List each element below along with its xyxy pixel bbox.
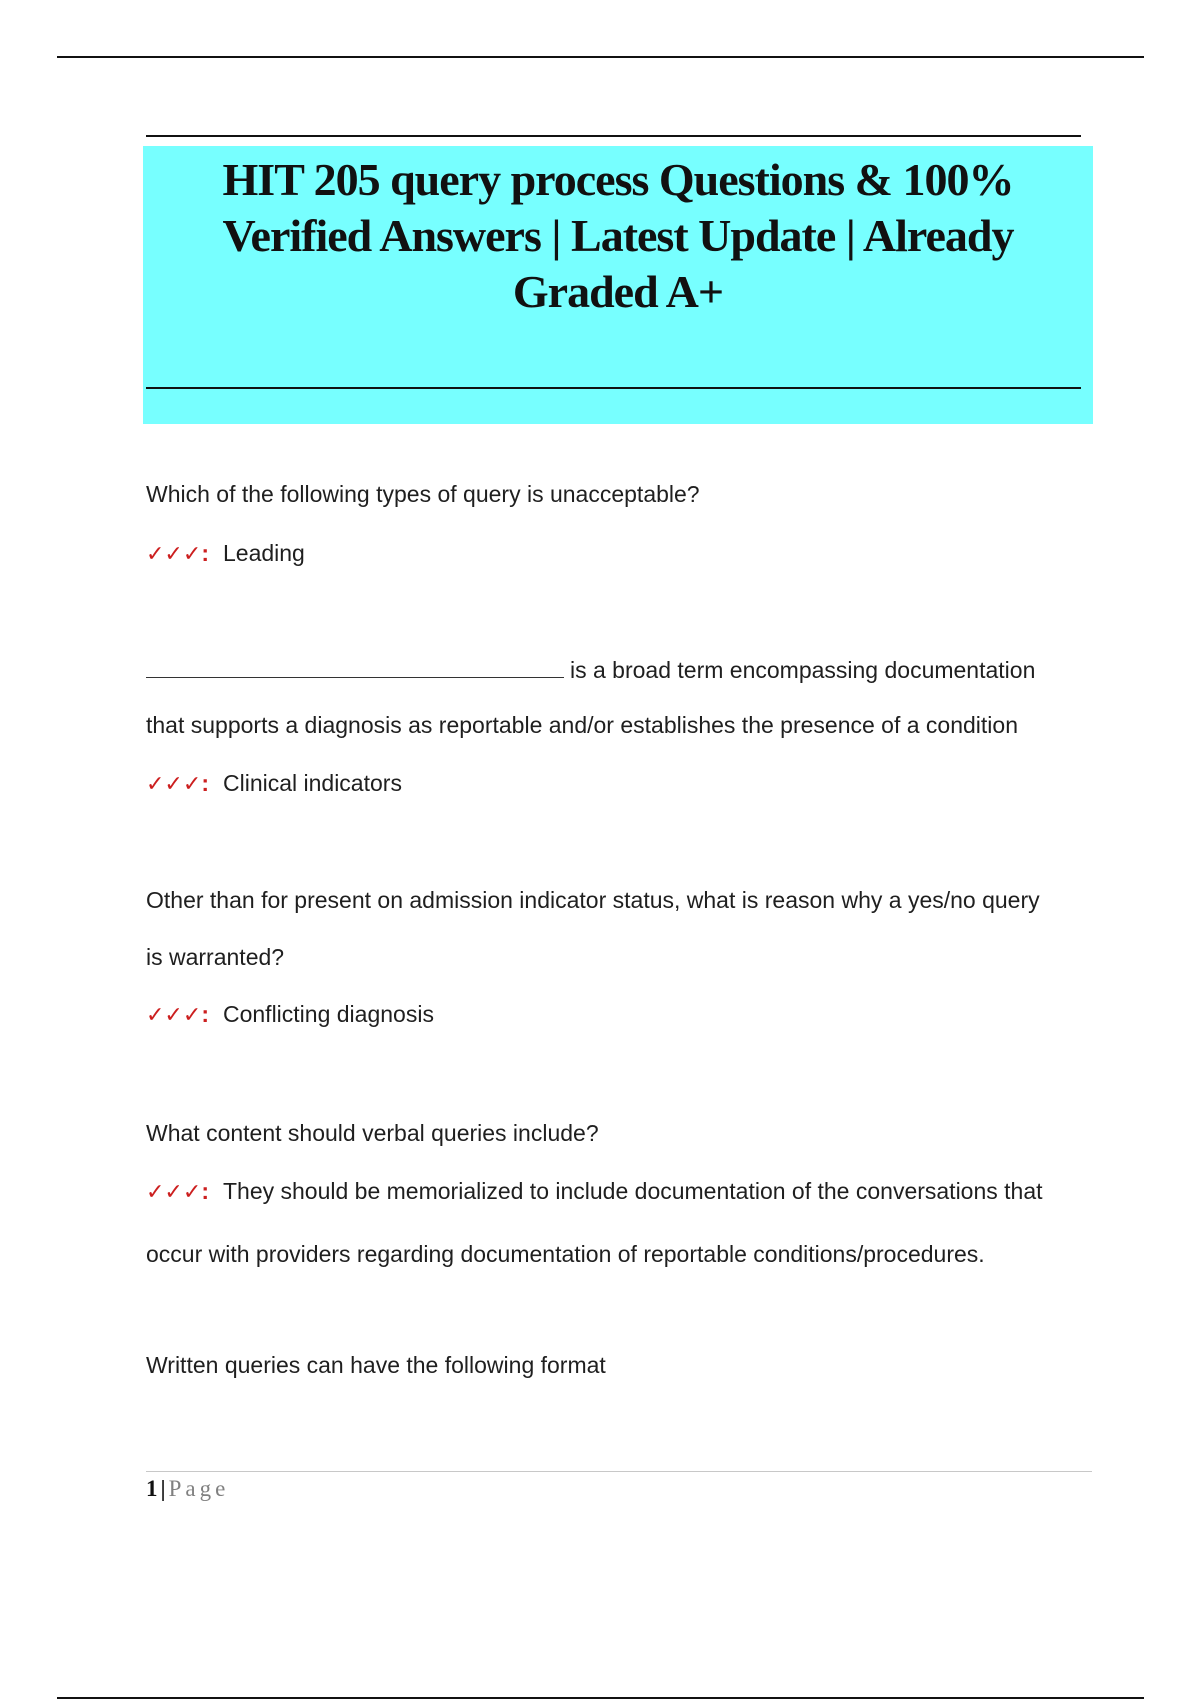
answer-2 — [146, 768, 402, 800]
title-line: Graded A+ — [512, 266, 724, 317]
title-line: HIT 205 query process Questions & 100% — [222, 154, 1014, 205]
footer-separator: | — [160, 1476, 166, 1501]
answer-3 — [146, 999, 434, 1031]
answer-1-text: Leading — [222, 540, 305, 566]
answer-1 — [146, 538, 305, 570]
check-colon: : — [201, 540, 209, 566]
top-rule — [57, 56, 1144, 58]
answer-4-line-2: occur with providers regarding documentation of reportable conditions/procedures. — [146, 1241, 985, 1267]
check-icon: ✓✓✓ — [146, 542, 202, 567]
answer-4-text: They should be memorialized to include documentation of the conversations that — [222, 1178, 1043, 1204]
question-2 — [146, 655, 1035, 685]
answer-4 — [146, 1176, 1043, 1208]
fill-in-blank — [146, 657, 564, 678]
question-2-line-2: that supports a diagnosis as reportable and/or establishes the presence of a condition — [146, 712, 1019, 738]
question-5: Written queries can have the following format — [146, 1352, 606, 1378]
bottom-rule — [57, 1697, 1144, 1699]
check-icon: ✓✓✓ — [146, 1003, 202, 1028]
page-number: 1 — [146, 1476, 158, 1501]
title-bottom-rule — [146, 387, 1081, 389]
check-colon: : — [201, 1178, 209, 1204]
question-3-line-2: is warranted? — [146, 944, 285, 970]
title-line: Verified Answers | Latest Update | Already — [222, 210, 1014, 261]
check-colon: : — [201, 1001, 209, 1027]
answer-2-text: Clinical indicators — [222, 770, 402, 796]
check-colon: : — [201, 770, 209, 796]
title-banner — [143, 146, 1093, 424]
check-icon: ✓✓✓ — [146, 772, 202, 797]
question-4: What content should verbal queries include? — [146, 1120, 599, 1146]
answer-3-text: Conflicting diagnosis — [222, 1001, 434, 1027]
document-title — [143, 146, 1093, 320]
title-top-rule — [146, 135, 1081, 137]
question-2-line-1: is a broad term encompassing documentation — [570, 657, 1036, 683]
question-3: Other than for present on admission indicator status, what is reason why a yes/no query — [146, 887, 1040, 913]
question-1: Which of the following types of query is unacceptable? — [146, 481, 700, 507]
page-footer — [146, 1474, 229, 1504]
page-label: Page — [168, 1476, 230, 1501]
footer-rule — [146, 1471, 1092, 1472]
check-icon: ✓✓✓ — [146, 1180, 202, 1205]
